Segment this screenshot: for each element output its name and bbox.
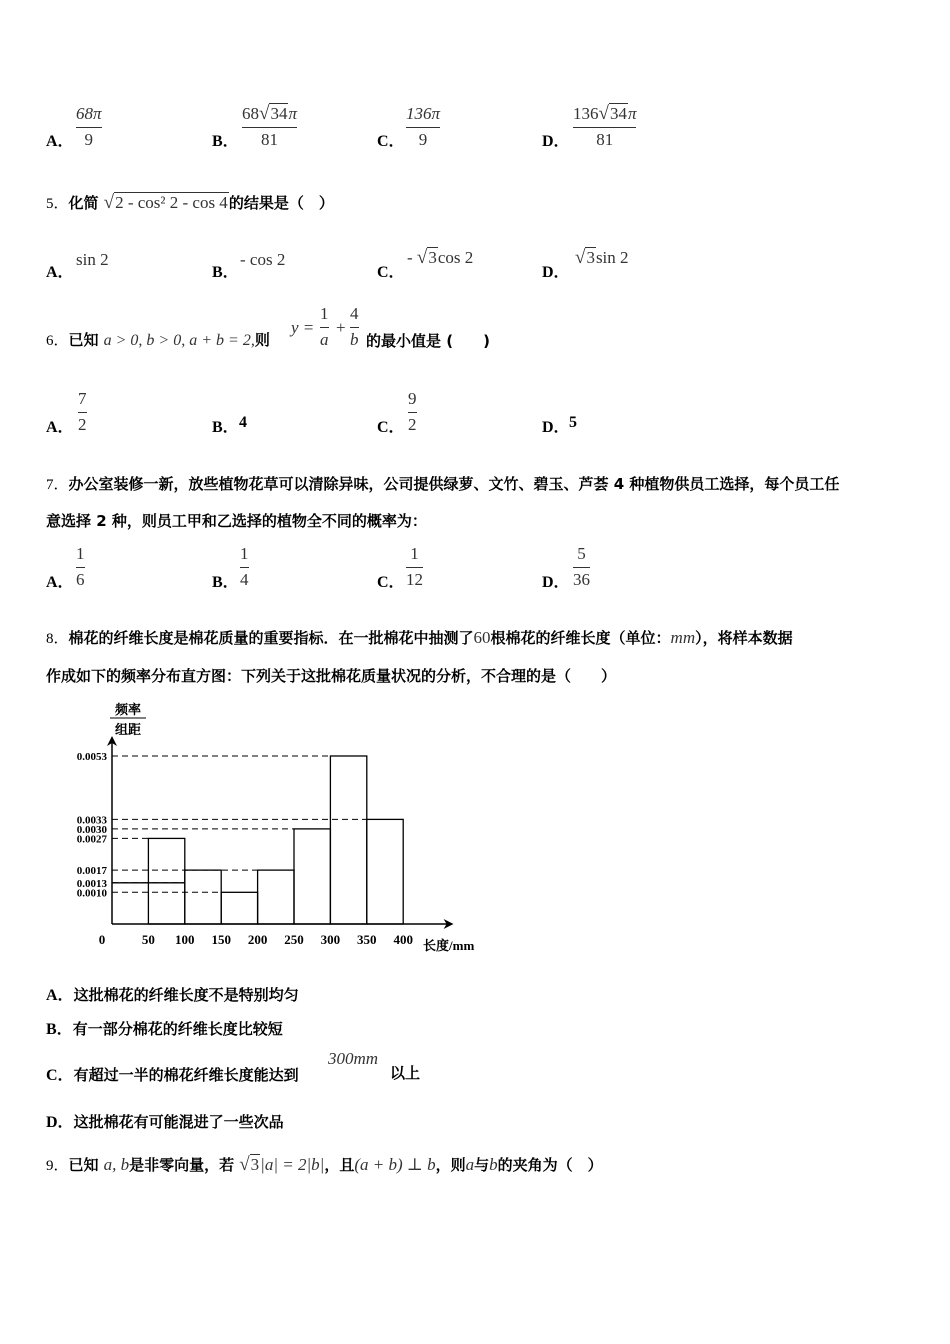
q4-option-a-label: A． <box>46 133 74 150</box>
histogram-bar-1 <box>185 870 221 924</box>
histogram-bar-3 <box>258 870 294 924</box>
q4-option-c-label: C． <box>377 133 405 150</box>
q8-line-2: 作成如下的频率分布直方图：下列关于这批棉花质量状况的分析，不合理的是（ ） <box>46 667 617 685</box>
y-tick-label-3: 0.0027 <box>76 833 107 846</box>
q7-option-c-fraction <box>406 544 423 590</box>
origin-label: 0 <box>98 932 106 947</box>
q6-option-b-label: B． <box>212 419 239 436</box>
q7-option-b-label: B． <box>212 574 239 591</box>
q7-option-a-den: 6 <box>76 570 85 589</box>
x-tick-label-5: 300 <box>320 932 341 947</box>
q4-option-c-fraction <box>406 104 440 150</box>
q7-option-b-num: 1 <box>240 544 249 563</box>
q4-option-b-num: 68√34π <box>242 103 297 124</box>
y-tick-label-4: 0.0017 <box>76 865 107 878</box>
q7-option-d-fraction <box>573 544 590 590</box>
q6-option-c-den: 2 <box>408 415 417 434</box>
q9-vector-a: a <box>465 1155 475 1174</box>
q5-pre: 化简 <box>68 194 99 212</box>
y-tick-label-0: 0.0053 <box>76 750 107 763</box>
q6-option-a-den: 2 <box>78 415 87 434</box>
q6-number: 6． <box>46 333 69 349</box>
q5-post: 的结果是（ ） <box>228 194 334 212</box>
q8-text-1c: ），将样本数据 <box>695 629 793 647</box>
q4-option-d-fraction <box>573 104 636 150</box>
q4-option-d-label: D． <box>542 133 570 150</box>
q9-mid-2: ，且 <box>324 1156 355 1174</box>
x-tick-label-2: 150 <box>211 932 231 947</box>
q7-line-2: 意选择 2 种，则员工甲和乙选择的植物全不同的概率为： <box>46 512 427 530</box>
q9-stem <box>46 1154 603 1176</box>
q7-line-1 <box>46 473 839 494</box>
y-axis-label-denominator: 组距 <box>114 722 142 737</box>
q4-option-b-fraction <box>242 104 297 150</box>
q7-option-a-label: A． <box>46 574 74 591</box>
q6-option-c-fraction <box>408 389 417 435</box>
histogram-chart <box>50 700 495 958</box>
q7-option-a-num: 1 <box>76 544 85 563</box>
q6-y-eq: y = <box>291 318 315 337</box>
q6-f1-num: 1 <box>320 304 329 323</box>
x-axis-label: 长度/mm <box>423 938 475 953</box>
q8-number: 8． <box>46 631 69 647</box>
q5-option-b-value: - cos 2 <box>240 250 286 269</box>
q9-equation: |a| = 2|b| <box>260 1155 325 1174</box>
x-tick-label-4: 250 <box>284 932 304 947</box>
x-tick-label-6: 350 <box>357 932 377 947</box>
q6-f1-den: a <box>320 330 329 349</box>
q4-option-c-den: 9 <box>418 130 428 149</box>
y-tick-label-6: 0.0010 <box>76 887 107 900</box>
q6-option-a-label: A． <box>46 419 74 436</box>
histogram-bars-layer <box>77 740 450 947</box>
q6-condition: a > 0, b > 0, a + b = 2, <box>103 332 255 349</box>
q7-option-c-label: C． <box>377 574 405 591</box>
q6-f2-den: b <box>350 330 359 349</box>
q5-option-d-label: D． <box>542 264 570 281</box>
q5-option-b-label: B． <box>212 264 239 281</box>
q9-mid-1: 是非零向量，若 <box>129 1156 235 1174</box>
q7-option-b-fraction <box>240 544 249 590</box>
q6-option-a-fraction <box>78 389 87 435</box>
q8-option-c: C．有超过一半的棉花纤维长度能达到 <box>46 1066 299 1084</box>
y-axis-label-numerator: 频率 <box>114 702 142 717</box>
histogram-bar-0 <box>148 838 184 924</box>
q6-fraction-2 <box>350 304 359 350</box>
x-tick-label-3: 200 <box>247 932 268 947</box>
q6-post: 的最小值是 ( ) <box>366 332 490 350</box>
q6-option-c-num: 9 <box>408 389 417 408</box>
x-tick-label-7: 400 <box>393 932 413 947</box>
x-tick-label-0: 50 <box>141 932 155 947</box>
q6-option-d-value: 5 <box>569 414 577 431</box>
q7-option-a-fraction <box>76 544 85 590</box>
q4-option-d-num: 136√34π <box>573 103 637 124</box>
q8-option-d: D．这批棉花有可能混进了一些次品 <box>46 1113 284 1131</box>
q4-option-a-den: 9 <box>84 130 94 149</box>
q8-line-1 <box>46 627 793 648</box>
q4-option-b-label: B． <box>212 133 239 150</box>
q8-text-1b: 根棉花的纤维长度（单位： <box>490 629 671 647</box>
q7-option-d-num: 5 <box>577 544 586 563</box>
x-tick-label-1: 100 <box>175 932 195 947</box>
q8-sample-count: 60 <box>473 628 491 647</box>
q8-option-b: B．有一部分棉花的纤维长度比较短 <box>46 1020 283 1038</box>
histogram-bar-5 <box>330 756 366 924</box>
q7-option-c-num: 1 <box>410 544 419 563</box>
q9-perpendicular: (a + b) ⊥ b <box>354 1155 436 1174</box>
y-tick-label-5: 0.0013 <box>76 877 107 890</box>
q5-option-c-value: - √3cos 2 <box>407 247 474 268</box>
q6-stem-left <box>46 329 270 350</box>
q8-text-1a: 棉花的纤维长度是棉花质量的重要指标．在一批棉花中抽测了 <box>68 629 474 647</box>
q5-radical: √2 - cos² 2 - cos 4 <box>103 192 228 213</box>
y-tick-label-2: 0.0030 <box>76 823 107 836</box>
histogram-bar-6 <box>367 819 403 924</box>
q6-plus: + <box>336 318 346 337</box>
histogram-bar-2 <box>221 892 257 924</box>
q6-f2-num: 4 <box>350 304 359 323</box>
q6-fraction-1 <box>320 304 329 350</box>
y-tick-label-1: 0.0033 <box>76 814 107 827</box>
q9-mid-4: 与 <box>474 1156 490 1174</box>
q9-number: 9． <box>46 1158 69 1174</box>
q7-option-d-label: D． <box>542 574 570 591</box>
q7-option-b-den: 4 <box>240 570 249 589</box>
q6-pre: 已知 <box>68 331 99 349</box>
q9-radical: √3 <box>239 1154 260 1175</box>
q5-stem <box>46 192 334 214</box>
q6-option-d-label: D． <box>542 419 570 436</box>
q7-option-c-den: 12 <box>406 570 423 589</box>
q5-number: 5． <box>46 196 69 212</box>
q7-option-d-den: 36 <box>573 570 590 589</box>
q4-option-b-den: 81 <box>260 130 278 149</box>
histogram-bar-4 <box>294 829 330 924</box>
q6-option-a-num: 7 <box>78 389 87 408</box>
q5-option-a-value: sin 2 <box>76 250 109 269</box>
q8-option-a: A．这批棉花的纤维长度不是特别均匀 <box>46 986 299 1004</box>
q9-pre: 已知 <box>68 1156 99 1174</box>
q9-post: 的夹角为（ ） <box>497 1156 603 1174</box>
q5-option-a-label: A． <box>46 264 74 281</box>
q5-option-c-label: C． <box>377 264 405 281</box>
q7-text-1: 办公室装修一新，放些植物花草可以清除异味，公司提供绿萝、文竹、碧玉、芦荟 4 种植物供员工选择，每个员工任 <box>68 475 840 493</box>
q8-unit: mm <box>670 628 696 647</box>
q9-mid-3: ，则 <box>435 1156 466 1174</box>
q8-option-c-math: 300mm <box>328 1049 379 1068</box>
q4-option-c-num: 136π <box>406 104 441 123</box>
q6-option-b-value: 4 <box>239 414 247 431</box>
q7-number: 7． <box>46 477 69 493</box>
q6-option-c-label: C． <box>377 419 405 436</box>
q8-option-c-post: 以上 <box>390 1064 421 1082</box>
q4-option-d-den: 81 <box>596 130 614 149</box>
q4-option-a-fraction <box>76 104 102 150</box>
q4-option-a-num: 68π <box>76 104 102 123</box>
q6-mid: 则 <box>254 331 270 349</box>
q9-vectors: a, b <box>103 1155 130 1174</box>
q5-option-d-value: √3sin 2 <box>575 247 629 268</box>
q9-vector-b: b <box>489 1155 498 1174</box>
